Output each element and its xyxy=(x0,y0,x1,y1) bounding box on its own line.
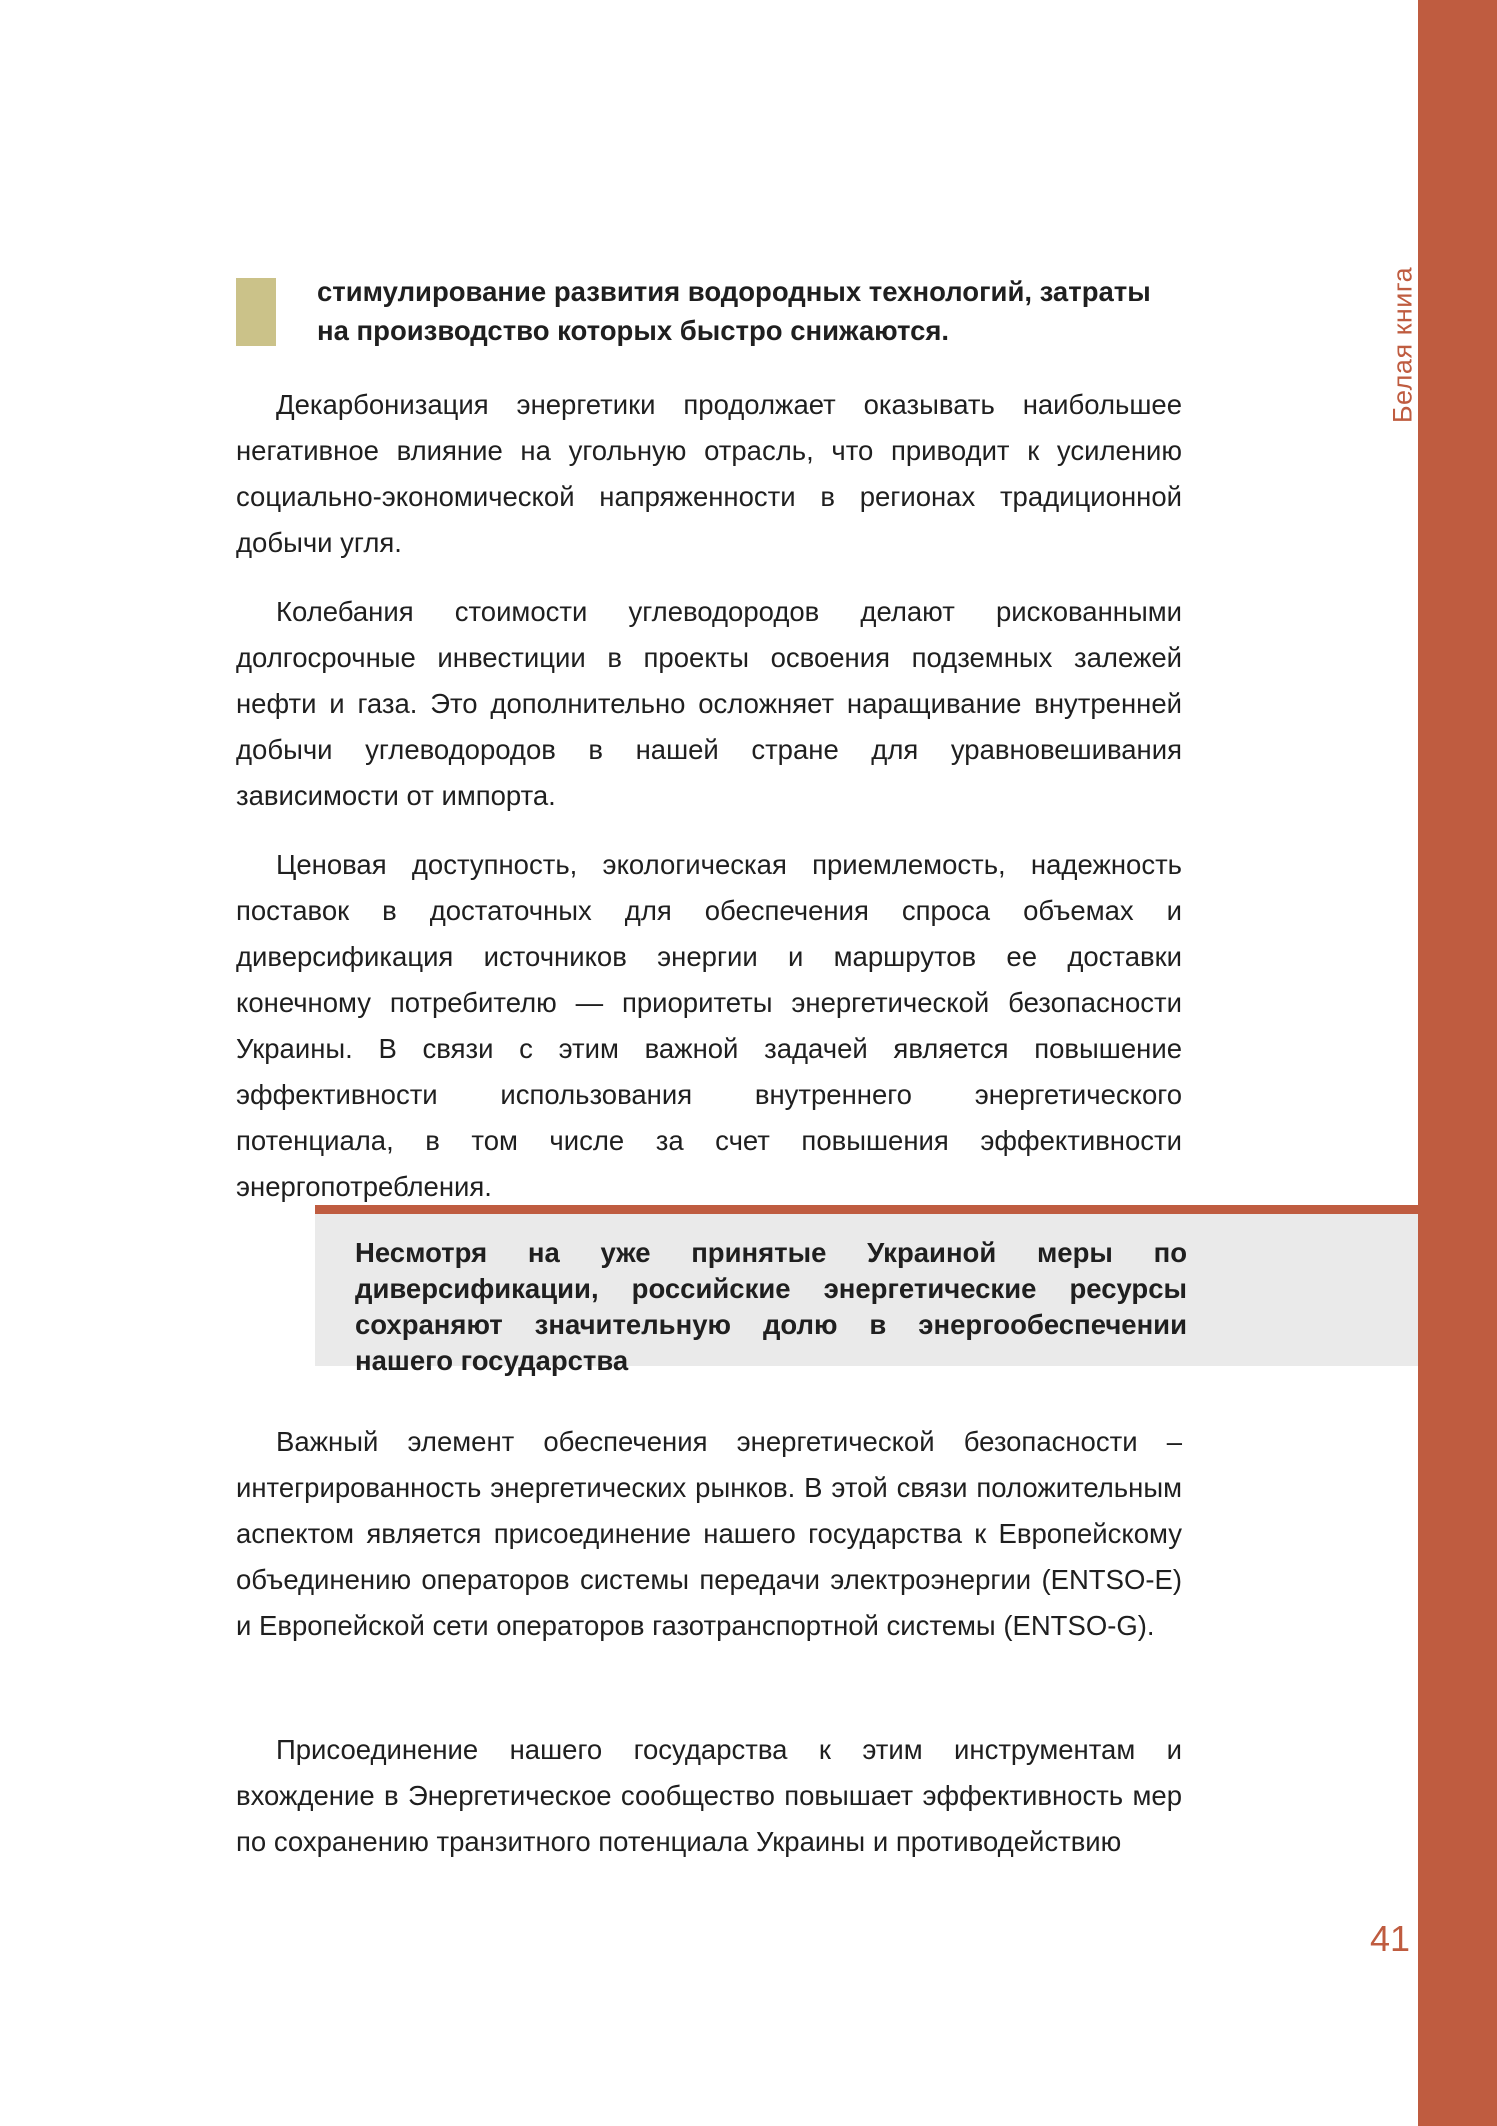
paragraph-energy-security: Ценовая доступность, экологическая приемлемость, надежность поставок в достаточных для обеспечения спроса объемах и диверсификация источников энергии и маршрутов ее доставки конечному потребителю — приоритеты энергетической безопасности Украины. В связи с этим важной задачей является повышение эффективности использования внутреннего энергетического потенциала, в том числе за счет повышения эффективности энергопотребления. xyxy=(236,849,1182,1202)
paragraph-hydrocarbons: Колебания стоимости углеводородов делают рискованными долгосрочные инвестиции в проекты освоения подземных залежей нефти и газа. Это дополнительно осложняет наращивание внутренней добычи углеводородов в нашей стране для уравновешивания зависимости от импорта. xyxy=(236,596,1182,811)
page-number: 41 xyxy=(1369,1918,1410,1959)
paragraph-decarbonization: Декарбонизация энергетики продолжает оказывать наибольшее негативное влияние на угольную отрасль, что приводит к усилению социально-экономической напряженности в регионах традиционной добычи угля. xyxy=(236,389,1182,558)
paragraph-transit-potential: Присоединение нашего государства к этим инструментам и вхождение в Энергетическое сообщество повышает эффективность мер по сохранению транзитного потенциала Украины и противодействию xyxy=(236,1734,1182,1857)
callout-rule xyxy=(315,1205,1418,1214)
callout-box xyxy=(315,1205,1418,1376)
running-header-text: Белая книга xyxy=(1387,266,1418,424)
paragraph-market-integration: Важный элемент обеспечения энергетической безопасности – интегрированность энергетических рынков. В этой связи положительным аспектом является присоединение нашего государства к Европейскому объединению операторов системы передачи электроэнергии (ENTSO-E) и Европейской сети операторов газотранспортной системы (ENTSO-G). xyxy=(236,1426,1182,1641)
running-header xyxy=(1353,266,1453,424)
bullet-text: стимулирование развития водородных технологий, затраты на производство которых быстро снижаются. xyxy=(317,276,1151,346)
callout-text: Несмотря на уже принятые Украиной меры по диверсификации, российские энергетические ресурсы сохраняют значительную долю в энергообеспечении нашего государства xyxy=(355,1237,1187,1376)
bullet-marker xyxy=(236,278,276,346)
